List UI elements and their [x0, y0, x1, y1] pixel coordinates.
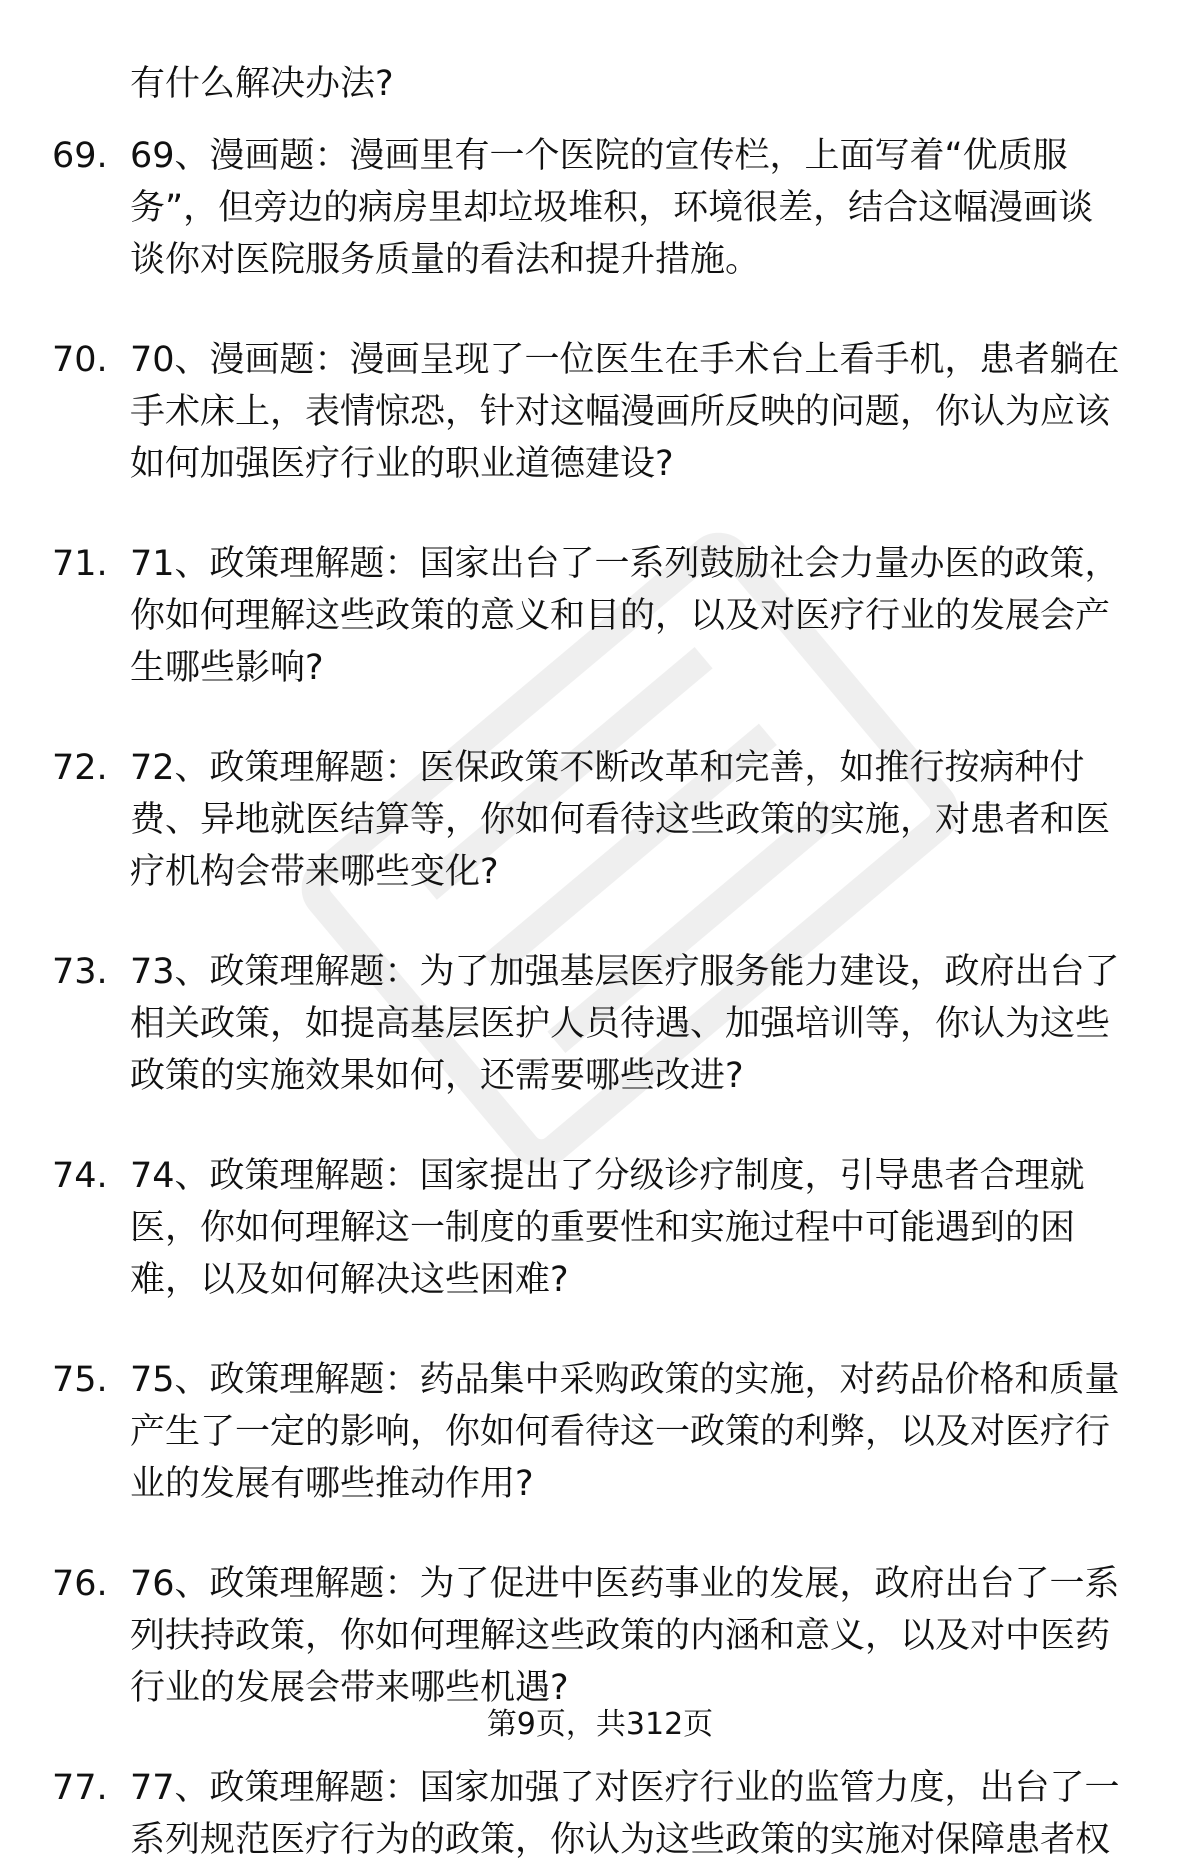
question-text	[130, 946, 1160, 1102]
question-number: 75.	[52, 1360, 108, 1400]
continued-text-line: 有什么解决办法?	[130, 64, 394, 104]
question-text	[130, 1558, 1160, 1714]
question-text	[130, 334, 1160, 490]
question-text-line: 政策的实施效果如何，还需要哪些改进?	[130, 1056, 744, 1096]
question-text-line: 难，以及如何解决这些困难?	[130, 1260, 569, 1300]
question-text-line: 生哪些影响?	[130, 648, 324, 688]
page-footer: 第9页，共312页	[486, 1707, 714, 1742]
question-text-line: 产生了一定的影响，你如何看待这一政策的利弊，以及对医疗行	[130, 1412, 1111, 1452]
question-text-line: 谈你对医院服务质量的看法和提升措施。	[130, 240, 761, 280]
question-text	[130, 1150, 1160, 1306]
question-text-line: 手术床上，表情惊恐，针对这幅漫画所反映的问题，你认为应该	[130, 392, 1111, 432]
question-text-line: 费、异地就医结算等，你如何看待这些政策的实施，对患者和医	[130, 800, 1111, 840]
question-text-line: 业的发展有哪些推动作用?	[130, 1464, 534, 1504]
question-text	[130, 1762, 1160, 1866]
question-text	[130, 1354, 1160, 1510]
question-text-line: 69、漫画题：漫画里有一个医院的宣传栏，上面写着“优质服	[130, 136, 1068, 176]
question-text-line: 列扶持政策，你如何理解这些政策的内涵和意义，以及对中医药	[130, 1616, 1111, 1656]
question-text-line: 疗机构会带来哪些变化?	[130, 852, 499, 892]
question-text-line: 72、政策理解题：医保政策不断改革和完善，如推行按病种付	[130, 748, 1085, 788]
question-text-line: 行业的发展会带来哪些机遇?	[130, 1668, 569, 1708]
question-text-line: 73、政策理解题：为了加强基层医疗服务能力建设，政府出台了	[130, 952, 1120, 992]
question-number: 73.	[52, 952, 108, 992]
question-number: 71.	[52, 544, 108, 584]
question-text-line: 系列规范医疗行为的政策，你认为这些政策的实施对保障患者权	[130, 1820, 1111, 1860]
question-text-line: 70、漫画题：漫画呈现了一位医生在手术台上看手机，患者躺在	[130, 340, 1120, 380]
question-text-line: 医，你如何理解这一制度的重要性和实施过程中可能遇到的困	[130, 1208, 1076, 1248]
question-text-line: 如何加强医疗行业的职业道德建设?	[130, 444, 674, 484]
question-text	[130, 538, 1160, 694]
question-text-line: 75、政策理解题：药品集中采购政策的实施，对药品价格和质量	[130, 1360, 1120, 1400]
question-text-line: 76、政策理解题：为了促进中医药事业的发展，政府出台了一系	[130, 1564, 1120, 1604]
question-number: 77.	[52, 1768, 108, 1808]
question-text	[130, 742, 1160, 898]
question-number: 70.	[52, 340, 108, 380]
question-text-line: 你如何理解这些政策的意义和目的，以及对医疗行业的发展会产	[130, 596, 1111, 636]
question-text-line: 71、政策理解题：国家出台了一系列鼓励社会力量办医的政策，	[130, 544, 1120, 584]
question-text	[130, 130, 1160, 286]
question-number: 72.	[52, 748, 108, 788]
question-text-line: 77、政策理解题：国家加强了对医疗行业的监管力度，出台了一	[130, 1768, 1120, 1808]
question-text-line: 务”，但旁边的病房里却垃圾堆积，环境很差，结合这幅漫画谈	[130, 188, 1094, 228]
question-number: 76.	[52, 1564, 108, 1604]
question-text-line: 74、政策理解题：国家提出了分级诊疗制度，引导患者合理就	[130, 1156, 1085, 1196]
question-number: 69.	[52, 136, 108, 176]
question-number: 74.	[52, 1156, 108, 1196]
question-text-line: 相关政策，如提高基层医护人员待遇、加强培训等，你认为这些	[130, 1004, 1111, 1044]
